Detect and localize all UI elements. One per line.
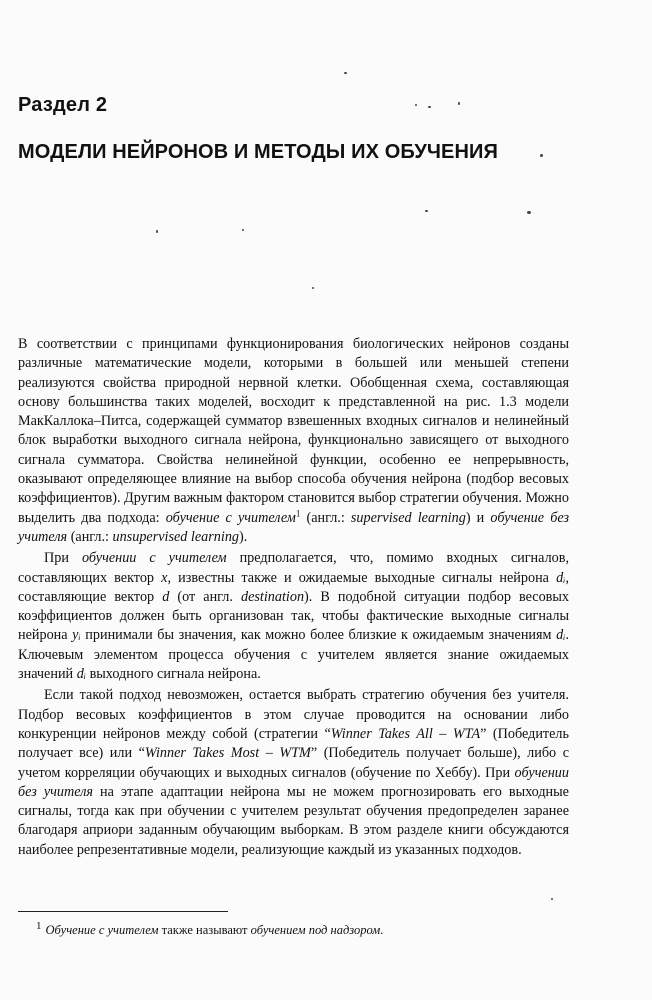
math-symbol: dᵢ bbox=[76, 666, 87, 683]
italic-term: обучение без учителя bbox=[18, 509, 569, 545]
math-symbol: dᵢ bbox=[556, 569, 566, 586]
italic-term: обучение с учителем bbox=[165, 509, 296, 526]
chapter-title: МОДЕЛИ НЕЙРОНОВ И МЕТОДЫ ИХ ОБУЧЕНИЯ bbox=[18, 141, 498, 163]
math-symbol: dᵢ bbox=[556, 627, 566, 644]
text-run: Если такой подход невозможен, остается выбрать стратегию обучения без учителя. Подбор весовых коэффициентов в этом случае проводится на основании либо конкуренции нейронов между собой (стратегии “ bbox=[18, 687, 569, 742]
math-symbol: x bbox=[161, 569, 168, 586]
text-run: ) и bbox=[465, 509, 491, 526]
italic-term: обучении с учителем bbox=[81, 550, 227, 567]
italic-term: обучением под надзором bbox=[250, 923, 381, 937]
body-text bbox=[18, 335, 569, 860]
scan-speck bbox=[242, 229, 244, 231]
math-symbol: d bbox=[162, 588, 170, 605]
text-run: принимали бы значения, как можно более близкие к ожидаемым значениям bbox=[80, 627, 557, 644]
text-run: также называют bbox=[158, 923, 251, 937]
text-run: (англ.: bbox=[67, 528, 113, 545]
text-run: ” (Победитель получает больше), либо с учетом корреляции обучающих и выходных сигналов (обучение по Хеббу). При bbox=[18, 745, 569, 781]
scan-speck bbox=[312, 287, 314, 289]
text-run: , составляющие вектор bbox=[18, 569, 569, 605]
math-symbol: yᵢ bbox=[72, 627, 81, 644]
scan-speck bbox=[527, 211, 531, 214]
italic-term: обучении без учителя bbox=[18, 764, 569, 800]
text-run: В соответствии с принципами функционирования биологических нейронов созданы различные математические модели, которыми в большей или меньшей степени реализуются свойства природной нервной клетки. Обобщенная схема, составляющая основу большинства таких моделей, восходит к представленной на рис. 1.3 модели МакКаллока–Питса, содержащей сумматор взвешенных входных сигналов и нелинейный блок выработки выходного сигнала нейрона, функционально зависящего от выходного сигнала сумматора. Свойства нелинейной функции, особенно ее непрерывность, оказывают определяющее влияние на выбор способа обучения нейрона (подбор весовых коэффициентов). Другим важным фактором становится выбор стратегии обучения. Можно выделить два подхода: bbox=[18, 336, 569, 526]
italic-term: unsupervised learning bbox=[112, 528, 240, 545]
italic-term: destination bbox=[240, 588, 305, 605]
scan-speck bbox=[551, 898, 553, 900]
text-run: (от англ. bbox=[169, 588, 241, 605]
text-run: При bbox=[44, 550, 82, 567]
scan-speck bbox=[344, 72, 347, 74]
italic-term: Обучение с учителем bbox=[45, 923, 159, 937]
text-run: ). bbox=[239, 528, 248, 545]
text-run: ” (Победитель получает все) или “ bbox=[18, 725, 569, 762]
scan-speck bbox=[415, 104, 417, 106]
italic-term: Winner Takes All – WTA bbox=[330, 725, 481, 742]
text-run: . Ключевым элементом процесса обучения с учителем является знание ожидаемых значений bbox=[18, 627, 570, 683]
italic-term: supervised learning bbox=[350, 509, 466, 526]
scan-speck bbox=[428, 106, 431, 108]
footnote-marker[interactable]: 1 bbox=[295, 507, 301, 518]
paragraph-3 bbox=[18, 686, 569, 860]
text-run: на этапе адаптации нейрона мы не можем прогнозировать его выходные сигналы, тогда как при обучении с учителем результат обучения предопределен заранее благодаря априори заданным обучающим выборкам. В этом разделе книги обсуждаются наиболее репрезентативные модели, реализующие каждый из указанных подходов. bbox=[18, 783, 569, 858]
scan-speck bbox=[458, 102, 460, 105]
section-label: Раздел 2 bbox=[18, 94, 108, 116]
paragraph-1 bbox=[18, 335, 569, 547]
footnote-divider bbox=[18, 911, 228, 912]
text-run: предполагается, что, помимо входных сигналов, составляющих вектор bbox=[18, 550, 569, 586]
paragraph-2 bbox=[18, 549, 569, 684]
text-run: ). В подобной ситуации подбор весовых коэффициентов должен быть организован так, чтобы фактические выходные сигналы нейрона bbox=[18, 588, 570, 644]
scan-speck bbox=[540, 154, 543, 157]
footnote bbox=[36, 919, 384, 938]
footnote-number: 1 bbox=[36, 919, 42, 932]
text-run: выходного сигнала нейрона. bbox=[86, 666, 261, 683]
italic-term: Winner Takes Most – WTM bbox=[144, 745, 311, 762]
text-run: , известны также и ожидаемые выходные сигналы нейрона bbox=[167, 569, 557, 586]
text-run: . bbox=[380, 923, 384, 937]
text-run: (англ.: bbox=[300, 509, 351, 526]
scan-speck bbox=[156, 230, 158, 233]
scan-speck bbox=[425, 210, 428, 212]
